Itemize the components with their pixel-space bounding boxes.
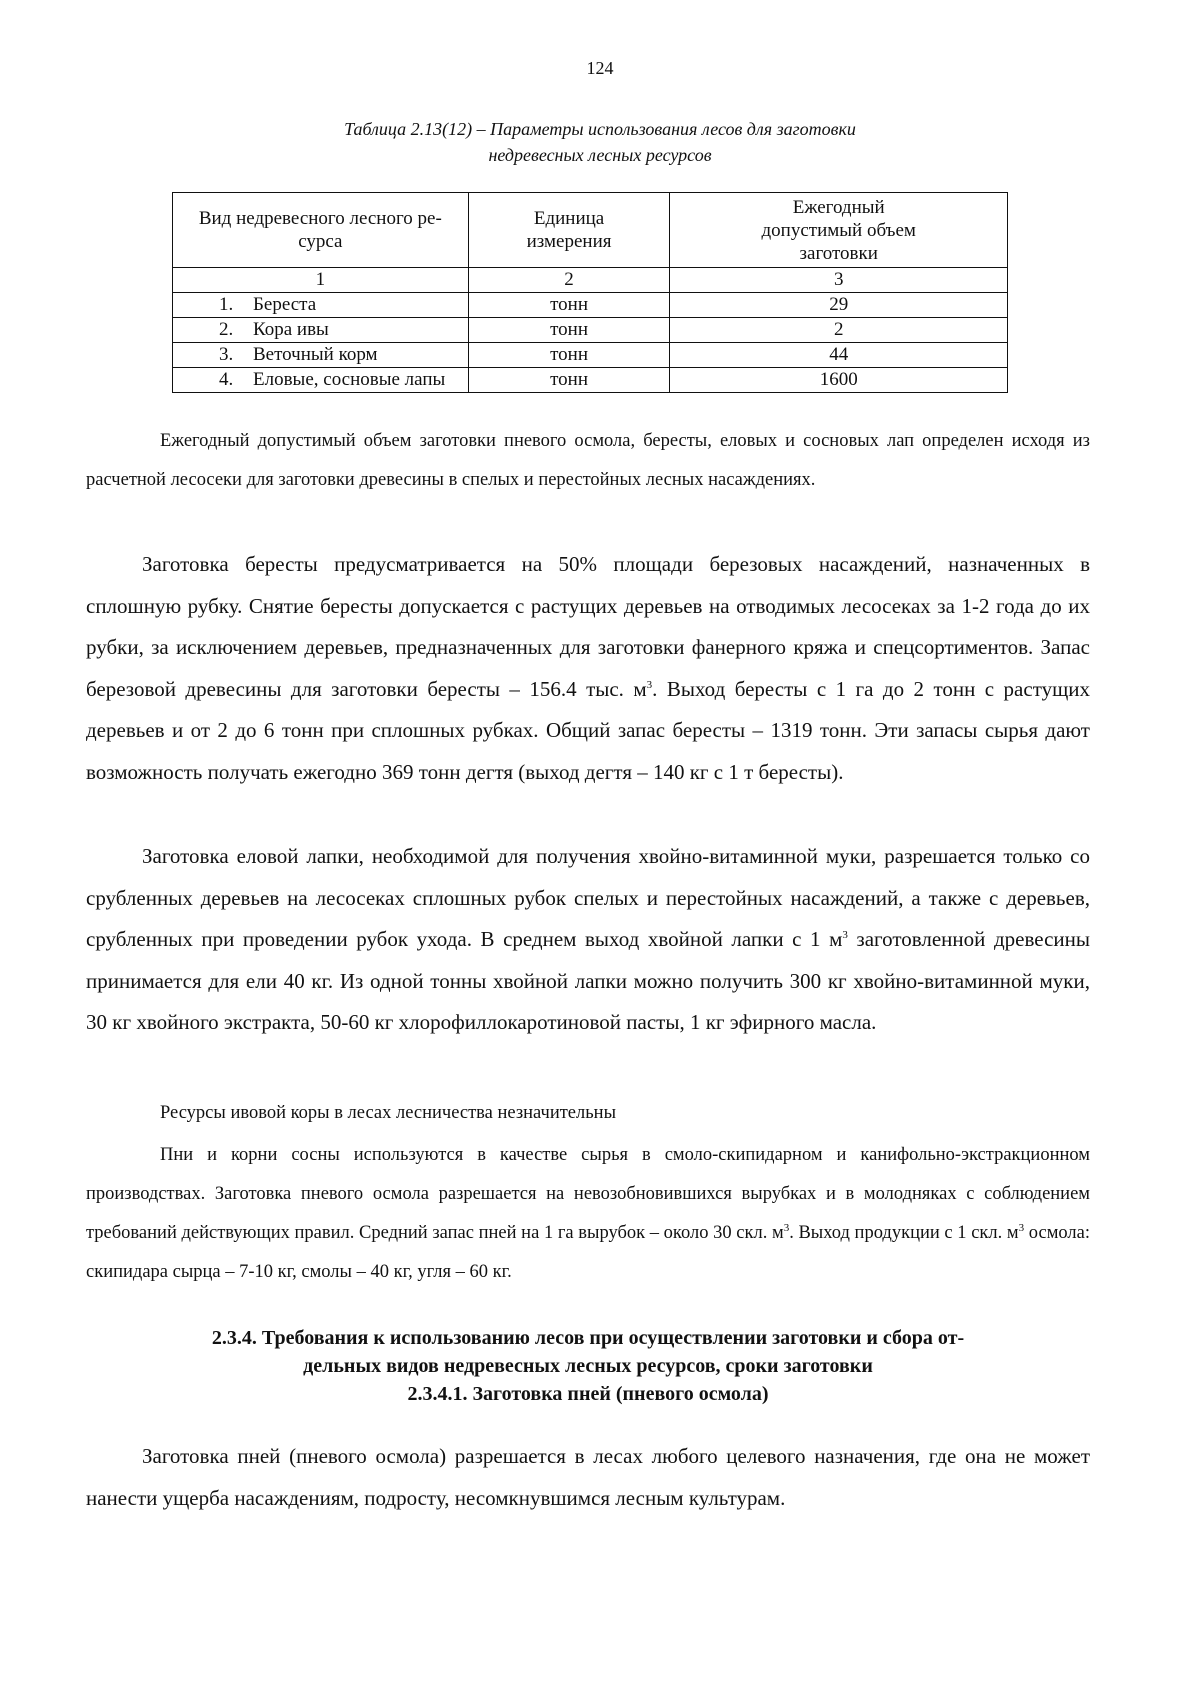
paragraph-spruce-branches: Заготовка еловой лапки, необходимой для получения хвойно-витаминной муки, разрешается только со срубленных деревьев на лесосеках сплошных рубок спелых и перестойных насаждений, а также с деревьев, срубленных при проведении рубок ухода. В среднем выход хвойной лапки с 1 $м^3$ заготовленной древесины принимается для ели 40 кг. Из одной тонны хвойной лапки можно получить 300 кг хвойно-витаминной муки, 30 кг хвойного экстракта, 50-60 кг хлорофиллокаротиновой пасты, 1 кг эфирного масла. xyxy=(86,844,1090,1035)
unit-cell: тонн xyxy=(468,368,670,393)
resource-name-cell: 3. Веточный корм xyxy=(173,343,469,368)
paragraph-birch-bark: Заготовка бересты предусматривается на 50% площади березовых насаждений, назначенных в сплошную рубку. Снятие бересты допускается с растущих деревьев на отводимых лесосеках за 1-2 года до их рубки, за исключением деревьев, предназначенных для заготовки фанерного кряжа и спецсортиментов. Запас березовой древесины для заготовки бересты – 156.4 тыс. $м^3$. Выход бересты с 1 га до 2 тонн с растущих деревьев и от 2 до 6 тонн при сплошных рубках. Общий запас бересты – 1319 тонн. Эти запасы сырья дают возможность получать ежегодно 369 тонн дегтя (выход дегтя – 140 кг с 1 т бересты). xyxy=(86,552,1091,784)
paragraph-annual-volume: Ежегодный допустимый объем заготовки пневого осмола, бересты, еловых и сосновых лап определен исходя из расчетной лесосеки для заготовки древесины в спелых и перестойных лесных насаждениях. xyxy=(86,431,1090,490)
table-row xyxy=(173,318,1008,343)
subsection-heading: 2.3.4.1. Заготовка пней (пневого осмола) xyxy=(407,1383,769,1405)
table-row xyxy=(173,368,1008,393)
table-row xyxy=(173,343,1008,368)
caption-line-2: недревесных лесных ресурсов xyxy=(488,145,712,165)
table-index-row xyxy=(173,268,1008,293)
volume-cell: 44 xyxy=(670,343,1008,368)
paragraph-willow-bark: Ресурсы ивовой коры в лесах лесничества незначительны xyxy=(160,1103,617,1123)
table-row xyxy=(173,293,1008,318)
table-header-row xyxy=(173,193,1008,268)
index-cell: 2 xyxy=(468,268,670,293)
header-resource-type: Вид недревесного лесного ре- сурса xyxy=(173,193,469,268)
volume-cell: 1600 xyxy=(670,368,1008,393)
paragraph-stumps: Пни и корни сосны используются в качестве сырья в смоло-скипидарном и канифольно-экстракционном производствах. Заготовка пневого осмола разрешается на невозобновившихся вырубках и в молодняках с соблюдением требований действующих правил. Средний запас пней на 1 га вырубок – около 30 скл. $м^3$. Выход продукции с 1 скл. $м^3$ осмола: скипидара сырца – 7-10 кг, смолы – 40 кг, угля – 60 кг. xyxy=(86,1145,1090,1282)
paragraph-stump-harvesting: Заготовка пней (пневого осмола) разрешается в лесах любого целевого назначения, где она не может нанести ущерба насаждениям, подросту, несомкнувшимся лесным культурам. xyxy=(86,1444,1090,1510)
unit-cell: тонн xyxy=(468,293,670,318)
section-heading-line-2: дельных видов недревесных лесных ресурсов, сроки заготовки xyxy=(303,1355,873,1377)
unit-cell: тонн xyxy=(468,318,670,343)
caption-line-1: Таблица 2.13(12) – Параметры использования лесов для заготовки xyxy=(344,119,856,139)
volume-cell: 29 xyxy=(670,293,1008,318)
resource-name-cell: 2. Кора ивы xyxy=(173,318,469,343)
resource-name-cell: 4. Еловые, сосновые лапы xyxy=(173,368,469,393)
resource-name-cell: 1. Береста xyxy=(173,293,469,318)
index-cell: 3 xyxy=(670,268,1008,293)
header-annual-volume: Ежегодный допустимый объем заготовки xyxy=(670,193,1008,268)
header-unit: Единица измерения xyxy=(468,193,670,268)
section-heading-line-1: 2.3.4. Требования к использованию лесов при осуществлении заготовки и сбора от- xyxy=(211,1327,965,1349)
table-caption xyxy=(180,116,1020,168)
section-heading xyxy=(86,1324,1090,1408)
volume-cell: 2 xyxy=(670,318,1008,343)
index-cell: 1 xyxy=(173,268,469,293)
unit-cell: тонн xyxy=(468,343,670,368)
resources-table xyxy=(172,192,1008,393)
page-number: 124 xyxy=(586,58,614,78)
